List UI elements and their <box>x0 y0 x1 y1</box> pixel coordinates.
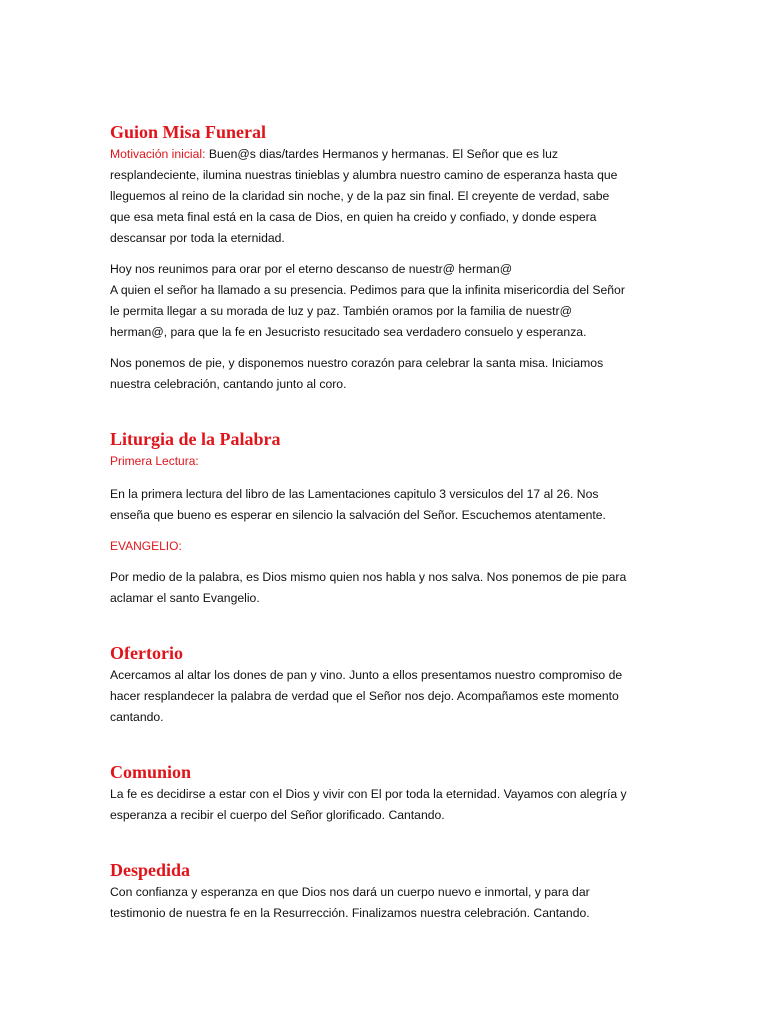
despedida-heading: Despedida <box>110 860 191 880</box>
comunion-paragraph <box>110 784 670 826</box>
primera-lectura-label: Primera Lectura: <box>110 454 199 468</box>
evangelio-line-1: Por medio de la palabra, es Dios mismo quien nos habla y nos salva. Nos ponemos de pie para <box>110 570 627 584</box>
primera-lectura-paragraph <box>110 484 670 526</box>
primera-line-2: enseña que bueno es esperar en silencio la salvación del Señor. Escuchemos atentamente. <box>110 508 606 522</box>
motivation-line-3: lleguemos al reino de la claridad sin noche, y de la paz sin final. El creyente de verdad, sabe <box>110 189 610 203</box>
motivation-label: Motivación inicial: <box>110 147 206 161</box>
motivation-line-2: resplandeciente, ilumina nuestras tinieblas y alumbra nuestro camino de esperanza hasta que <box>110 168 618 182</box>
motivation-paragraph <box>110 144 670 249</box>
document-title: Guion Misa Funeral <box>110 122 267 142</box>
ofertorio-paragraph <box>110 665 670 728</box>
evangelio-paragraph <box>110 567 670 609</box>
primera-line-1: En la primera lectura del libro de las Lamentaciones capitulo 3 versiculos del 17 al 26. Nos <box>110 487 599 501</box>
despedida-paragraph <box>110 882 670 924</box>
gathering-line-3: le permita llegar a su morada de luz y paz. También oramos por la familia de nuestr@ <box>110 304 572 318</box>
opening-line-2: nuestra celebración, cantando junto al coro. <box>110 377 347 391</box>
liturgia-heading: Liturgia de la Palabra <box>110 429 281 449</box>
opening-paragraph <box>110 353 670 395</box>
ofertorio-line-1: Acercamos al altar los dones de pan y vino. Junto a ellos presentamos nuestro compromiso de <box>110 668 623 682</box>
document-page <box>110 120 670 924</box>
ofertorio-line-2: hacer resplandecer la palabra de verdad que el Señor nos dejo. Acompañamos este momento <box>110 689 619 703</box>
motivation-line-5: descansar por toda la eternidad. <box>110 231 285 245</box>
comunion-line-2: esperanza a recibir el cuerpo del Señor glorificado. Cantando. <box>110 808 445 822</box>
motivation-line-4: que esa meta final está en la casa de Dios, en quien ha creido y confiado, y donde espera <box>110 210 597 224</box>
opening-line-1: Nos ponemos de pie, y disponemos nuestro corazón para celebrar la santa misa. Iniciamos <box>110 356 604 370</box>
despedida-line-2: testimonio de nuestra fe en la Resurrección. Finalizamos nuestra celebración. Cantando. <box>110 906 590 920</box>
ofertorio-heading: Ofertorio <box>110 643 183 663</box>
despedida-line-1: Con confianza y esperanza en que Dios nos dará un cuerpo nuevo e inmortal, y para dar <box>110 885 590 899</box>
ofertorio-line-3: cantando. <box>110 710 164 724</box>
evangelio-line-2: aclamar el santo Evangelio. <box>110 591 260 605</box>
gathering-line-2: A quien el señor ha llamado a su presencia. Pedimos para que la infinita misericordia del Señor <box>110 283 625 297</box>
comunion-heading: Comunion <box>110 762 192 782</box>
motivation-line-1: Buen@s dias/tardes Hermanos y hermanas. El Señor que es luz <box>205 147 558 161</box>
gathering-paragraph <box>110 259 670 343</box>
comunion-line-1: La fe es decidirse a estar con el Dios y vivir con El por toda la eternidad. Vayamos con alegría y <box>110 787 627 801</box>
evangelio-label: EVANGELIO: <box>110 539 182 553</box>
gathering-line-1: Hoy nos reunimos para orar por el eterno descanso de nuestr@ herman@ <box>110 262 513 276</box>
gathering-line-4: herman@, para que la fe en Jesucristo resucitado sea verdadero consuelo y esperanza. <box>110 325 587 339</box>
